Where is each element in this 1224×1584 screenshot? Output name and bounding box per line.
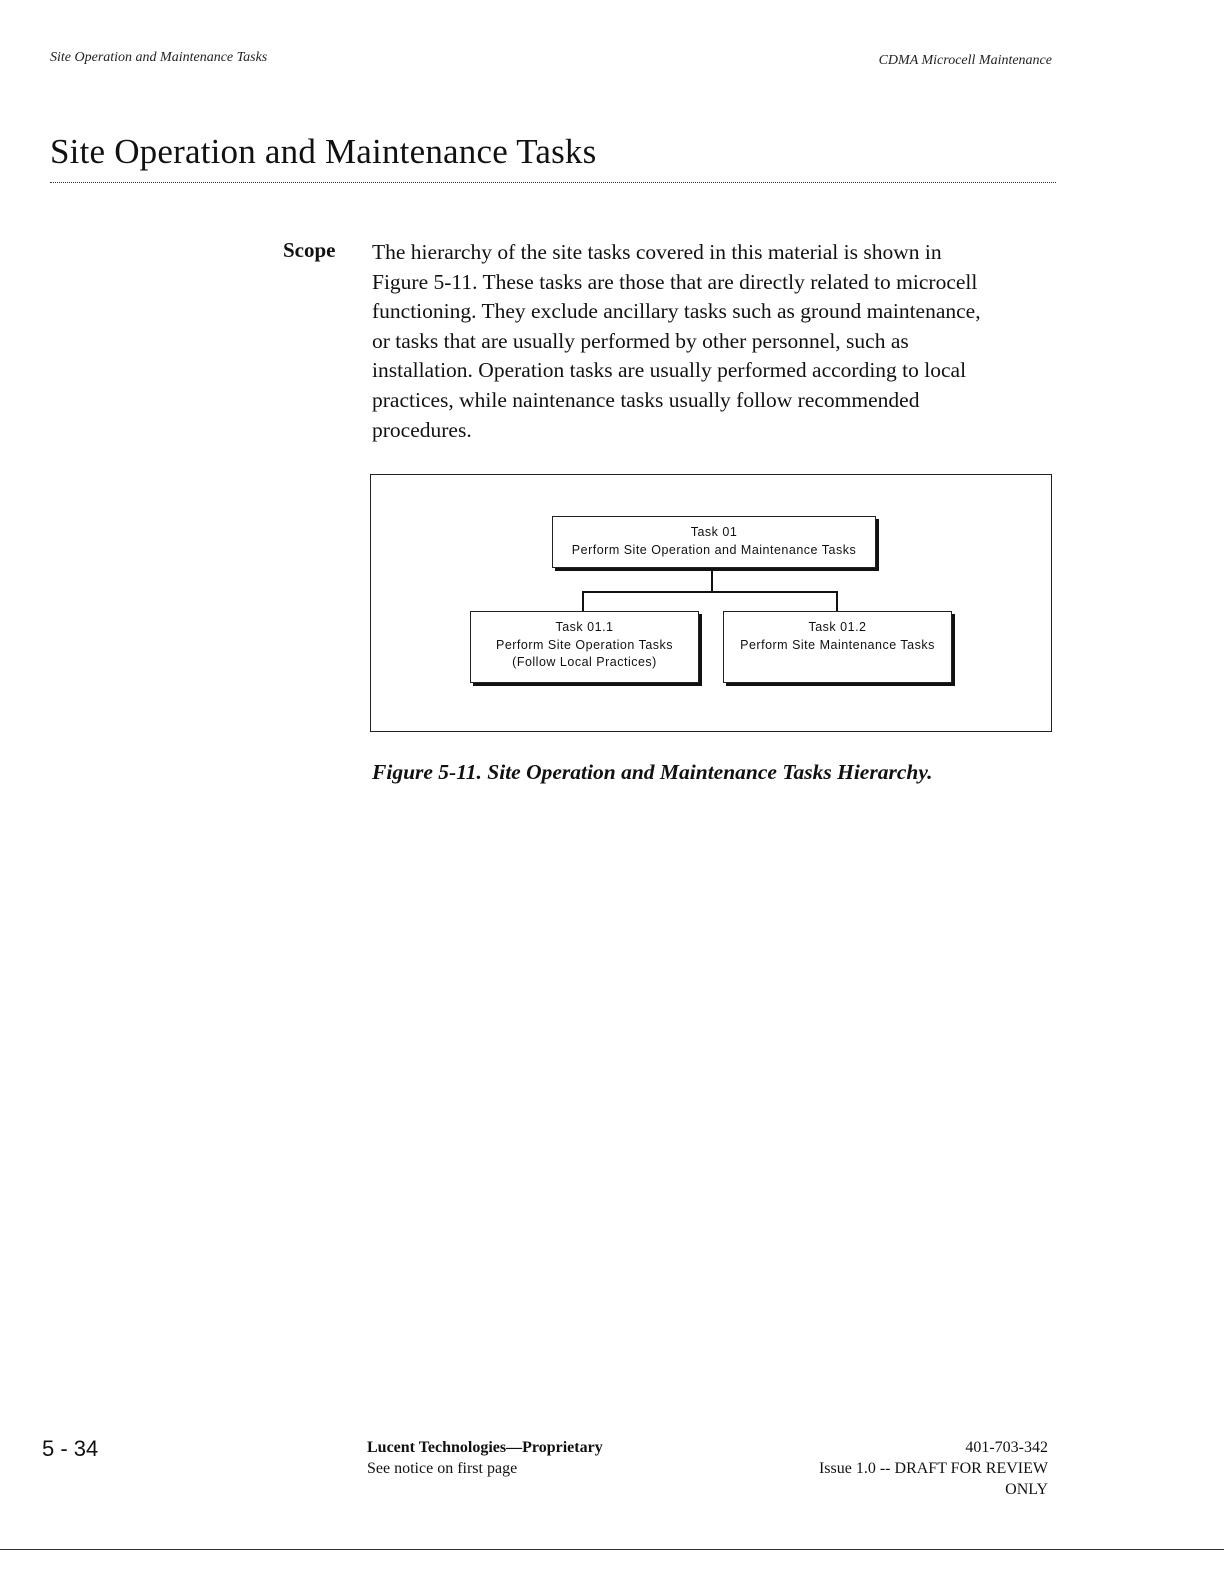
footer-issue-line-2: ONLY	[1005, 1481, 1048, 1498]
task-01-1-id: Task 01.1	[555, 620, 614, 634]
page-title: Site Operation and Maintenance Tasks	[50, 132, 597, 171]
task-01-title: Perform Site Operation and Maintenance Tasks	[571, 542, 857, 557]
connector-horizontal	[582, 591, 838, 593]
task-01-id: Task 01	[690, 525, 738, 539]
footer-doc-number: 401-703-342	[965, 1439, 1048, 1456]
figure-caption: Figure 5-11. Site Operation and Maintenance Tasks Hierarchy.	[372, 760, 933, 784]
task-01-1-title: Perform Site Operation Tasks	[495, 637, 674, 652]
scope-line: procedures.	[372, 417, 472, 442]
running-header-left: Site Operation and Maintenance Tasks	[50, 50, 268, 65]
scope-line: practices, while naintenance tasks usually follow recommended	[372, 387, 920, 412]
task-01-2-id: Task 01.2	[808, 620, 867, 634]
task-01-2-title: Perform Site Maintenance Tasks	[740, 637, 935, 652]
scope-paragraph	[372, 238, 1062, 445]
page-number: 5 - 34	[42, 1436, 99, 1461]
task-01-1-box	[470, 611, 699, 683]
scope-line: installation. Operation tasks are usually performed according to local	[372, 358, 967, 383]
footer-notice: See notice on first page	[367, 1460, 518, 1477]
scope-line: Figure 5-11. These tasks are those that are directly related to microcell	[372, 269, 978, 294]
scope-label: Scope	[283, 238, 336, 262]
task-01-2-box	[723, 611, 952, 683]
footer-center	[367, 1437, 603, 1479]
scope-line: or tasks that are usually performed by other personnel, such as	[372, 328, 909, 353]
title-divider	[50, 182, 1056, 183]
bottom-divider	[0, 1549, 1224, 1550]
footer-company: Lucent Technologies—Proprietary	[367, 1439, 603, 1456]
connector-root-stem	[711, 571, 713, 592]
footer-issue-line-1: Issue 1.0 -- DRAFT FOR REVIEW	[818, 1460, 1048, 1477]
scope-line: functioning. They exclude ancillary tasks such as ground maintenance,	[372, 299, 981, 324]
scope-line: The hierarchy of the site tasks covered in this material is shown in	[372, 240, 942, 264]
figure-frame	[370, 474, 1052, 732]
task-01-box	[552, 516, 876, 568]
footer-right	[819, 1437, 1048, 1500]
connector-right-drop	[836, 591, 838, 611]
running-header-right: CDMA Microcell Maintenance	[878, 53, 1052, 68]
connector-left-drop	[582, 591, 584, 611]
task-01-1-note: (Follow Local Practices)	[512, 655, 657, 669]
